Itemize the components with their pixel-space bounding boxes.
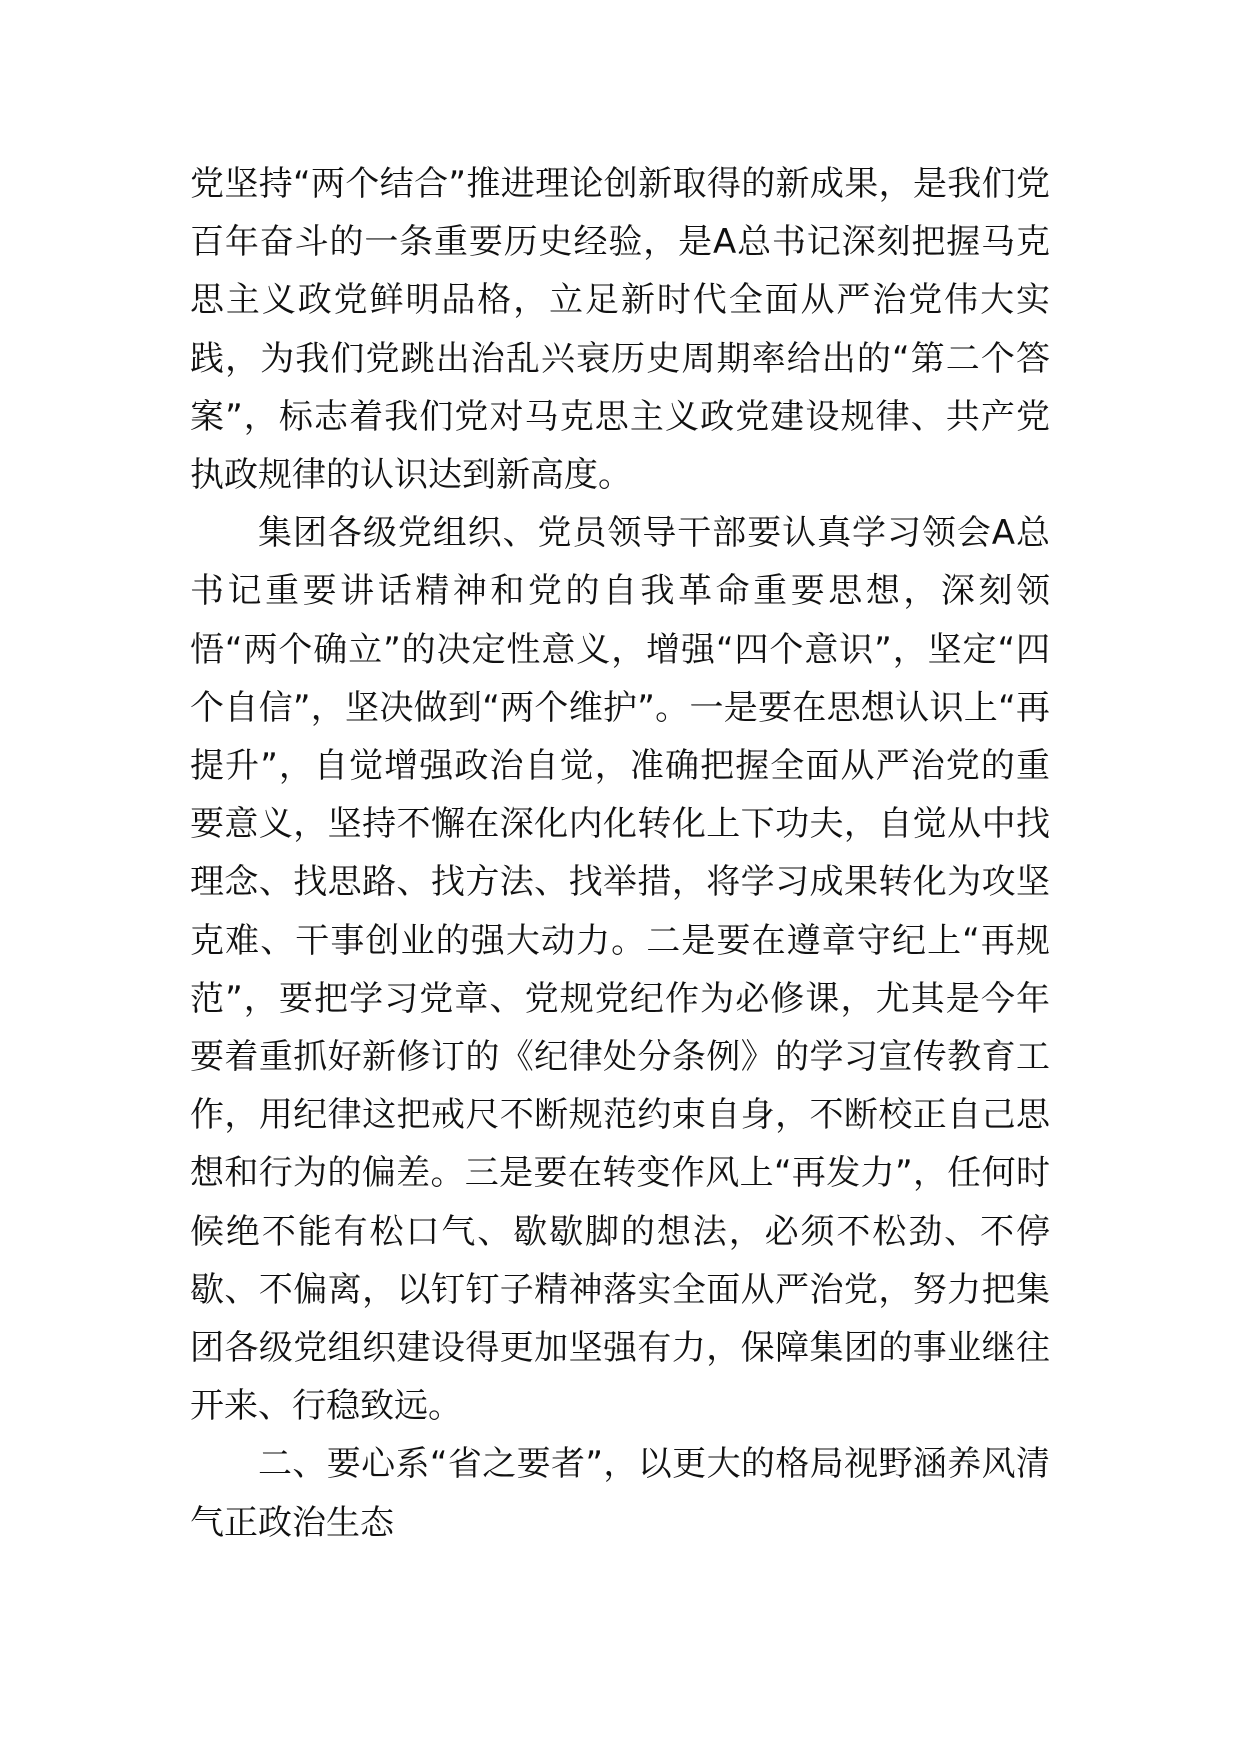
document-body	[190, 155, 1050, 1552]
paragraph-study-requirements: 集团各级党组织、党员领导干部要认真学习领会A总书记重要讲话精神和党的自我革命重要思想，深刻领悟“两个确立”的决定性意义，增强“四个意识”，坚定“四个自信”，坚决做到“两个维护”。一是要在思想认识上“再提升”，自觉增强政治自觉，准确把握全面从严治党的重要意义，坚持不懈在深化内化转化上下功夫，自觉从中找理念、找思路、找方法、找举措，将学习成果转化为攻坚克难、干事创业的强大动力。二是要在遵章守纪上“再规范”，要把学习党章、党规党纪作为必修课，尤其是今年要着重抓好新修订的《纪律处分条例》的学习宣传教育工作，用纪律这把戒尺不断规范约束自身，不断校正自己思想和行为的偏差。三是要在转变作风上“再发力”，任何时候绝不能有松口气、歇歇脚的想法，必须不松劲、不停歇、不偏离，以钉钉子精神落实全面从严治党，努力把集团各级党组织建设得更加坚强有力，保障集团的事业继往开来、行稳致远。	[190, 513, 1050, 1427]
paragraph-continuation: 党坚持“两个结合”推进理论创新取得的新成果，是我们党百年奋斗的一条重要历史经验，是A总书记深刻把握马克思主义政党鲜明品格，立足新时代全面从严治党伟大实践，为我们党跳出治乱兴衰历史周期率给出的“第二个答案”，标志着我们党对马克思主义政党建设规律、共产党执政规律的认识达到新高度。	[190, 164, 1050, 496]
section-heading-two: 二、要心系“省之要者”，以更大的格局视野涵养风清气正政治生态	[190, 1444, 1050, 1543]
